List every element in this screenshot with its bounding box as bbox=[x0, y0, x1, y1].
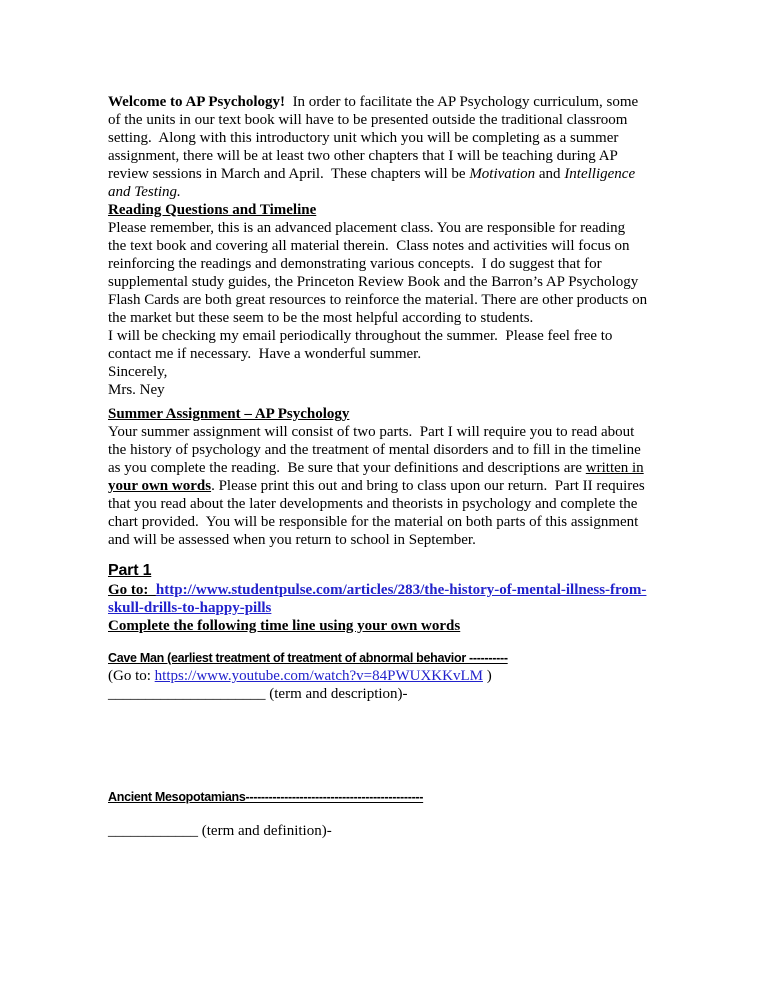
mesopotamians-answer-blank: ____________ (term and definition)- bbox=[108, 823, 332, 839]
studentpulse-link-line2[interactable]: skull-drills-to-happy-pills bbox=[108, 600, 272, 616]
part1-goto-line bbox=[108, 581, 768, 599]
chapter-title-testing: and Testing. bbox=[108, 184, 181, 200]
chapter-title-intelligence: Intelligence bbox=[564, 166, 636, 182]
part1-instruction: Complete the following time line using your own words bbox=[108, 618, 461, 634]
emphasis-written-in: written in bbox=[585, 460, 644, 476]
reading-line-3: reinforcing the readings and demonstrating various concepts. I do suggest that for bbox=[108, 256, 602, 272]
signature: Mrs. Ney bbox=[108, 382, 165, 398]
studentpulse-link-line1[interactable]: http://www.studentpulse.com/articles/283/the-history-of-mental-illness-from- bbox=[155, 582, 647, 598]
caveman-goto-pre: (Go to: bbox=[108, 668, 155, 684]
summer-line-1: Your summer assignment will consist of two parts. Part I will require you to read about bbox=[108, 424, 635, 440]
intro-line-1 bbox=[108, 93, 768, 111]
summer-line-2: the history of psychology and the treatment of mental disorders and to fill in the timeline bbox=[108, 442, 641, 458]
emphasis-your-own-words: your own words bbox=[108, 478, 212, 494]
intro-line-1-rest: In order to facilitate the AP Psychology curriculum, some bbox=[285, 94, 639, 110]
reading-questions-heading: Reading Questions and Timeline bbox=[108, 202, 317, 218]
intro-line-5-pre: review sessions in March and April. These chapters will be bbox=[108, 166, 470, 182]
caveman-goto-post: ) bbox=[482, 668, 492, 684]
reading-line-4: supplemental study guides, the Princeton Review Book and the Barron’s AP Psychology bbox=[108, 274, 639, 290]
intro-bold-opening: Welcome to AP Psychology! bbox=[108, 94, 286, 110]
intro-line-3: setting. Along with this introductory unit which you will be completing as a summer bbox=[108, 130, 619, 146]
reading-line-5: Flash Cards are both great resources to reinforce the material. There are other products on bbox=[108, 292, 648, 308]
summer-line-7: and will be assessed when you return to school in September. bbox=[108, 532, 476, 548]
summer-line-6: chart provided. You will be responsible for the material on both parts of this assignment bbox=[108, 514, 639, 530]
summer-line-4-rest: . Please print this out and bring to class upon our return. Part II requires bbox=[211, 478, 645, 494]
signoff: Sincerely, bbox=[108, 364, 168, 380]
reading-line-2: the text book and covering all material therein. Class notes and activities will focus on bbox=[108, 238, 630, 254]
reading-line-7: I will be checking my email periodically throughout the summer. Please feel free to bbox=[108, 328, 613, 344]
summer-line-3-pre: as you complete the reading. Be sure that your definitions and descriptions are bbox=[108, 460, 586, 476]
part1-goto-line-2 bbox=[108, 599, 768, 617]
chapter-title-motivation: Motivation bbox=[469, 166, 536, 182]
intro-line-5 bbox=[108, 165, 768, 183]
reading-line-6: the market but these seem to be the most helpful according to students. bbox=[108, 310, 534, 326]
caveman-goto-line bbox=[108, 667, 768, 685]
summer-assignment-heading: Summer Assignment – AP Psychology bbox=[108, 406, 350, 422]
goto-label: Go to: bbox=[108, 582, 156, 598]
reading-line-1: Please remember, this is an advanced placement class. You are responsible for reading bbox=[108, 220, 626, 236]
youtube-link[interactable]: https://www.youtube.com/watch?v=84PWUXKKvLM bbox=[154, 668, 483, 684]
intro-line-2: of the units in our text book will have to be presented outside the traditional classroom bbox=[108, 112, 628, 128]
intro-line-4: assignment, there will be at least two other chapters that I will be teaching during AP bbox=[108, 148, 618, 164]
intro-line-5-mid: and bbox=[535, 166, 565, 182]
intro-line-6 bbox=[108, 183, 768, 201]
part1-heading: Part 1 bbox=[108, 562, 152, 579]
summer-line-4 bbox=[108, 477, 768, 495]
caveman-answer-blank: _____________________ (term and description)- bbox=[108, 686, 408, 702]
caveman-heading: Cave Man (earliest treatment of treatment of abnormal behavior ---------- bbox=[108, 651, 508, 665]
reading-line-8: contact me if necessary. Have a wonderful summer. bbox=[108, 346, 422, 362]
summer-line-3 bbox=[108, 459, 768, 477]
mesopotamians-heading: Ancient Mesopotamians---------------------------------------------- bbox=[108, 790, 424, 804]
summer-line-5: that you read about the later developments and theorists in psychology and complete the bbox=[108, 496, 638, 512]
